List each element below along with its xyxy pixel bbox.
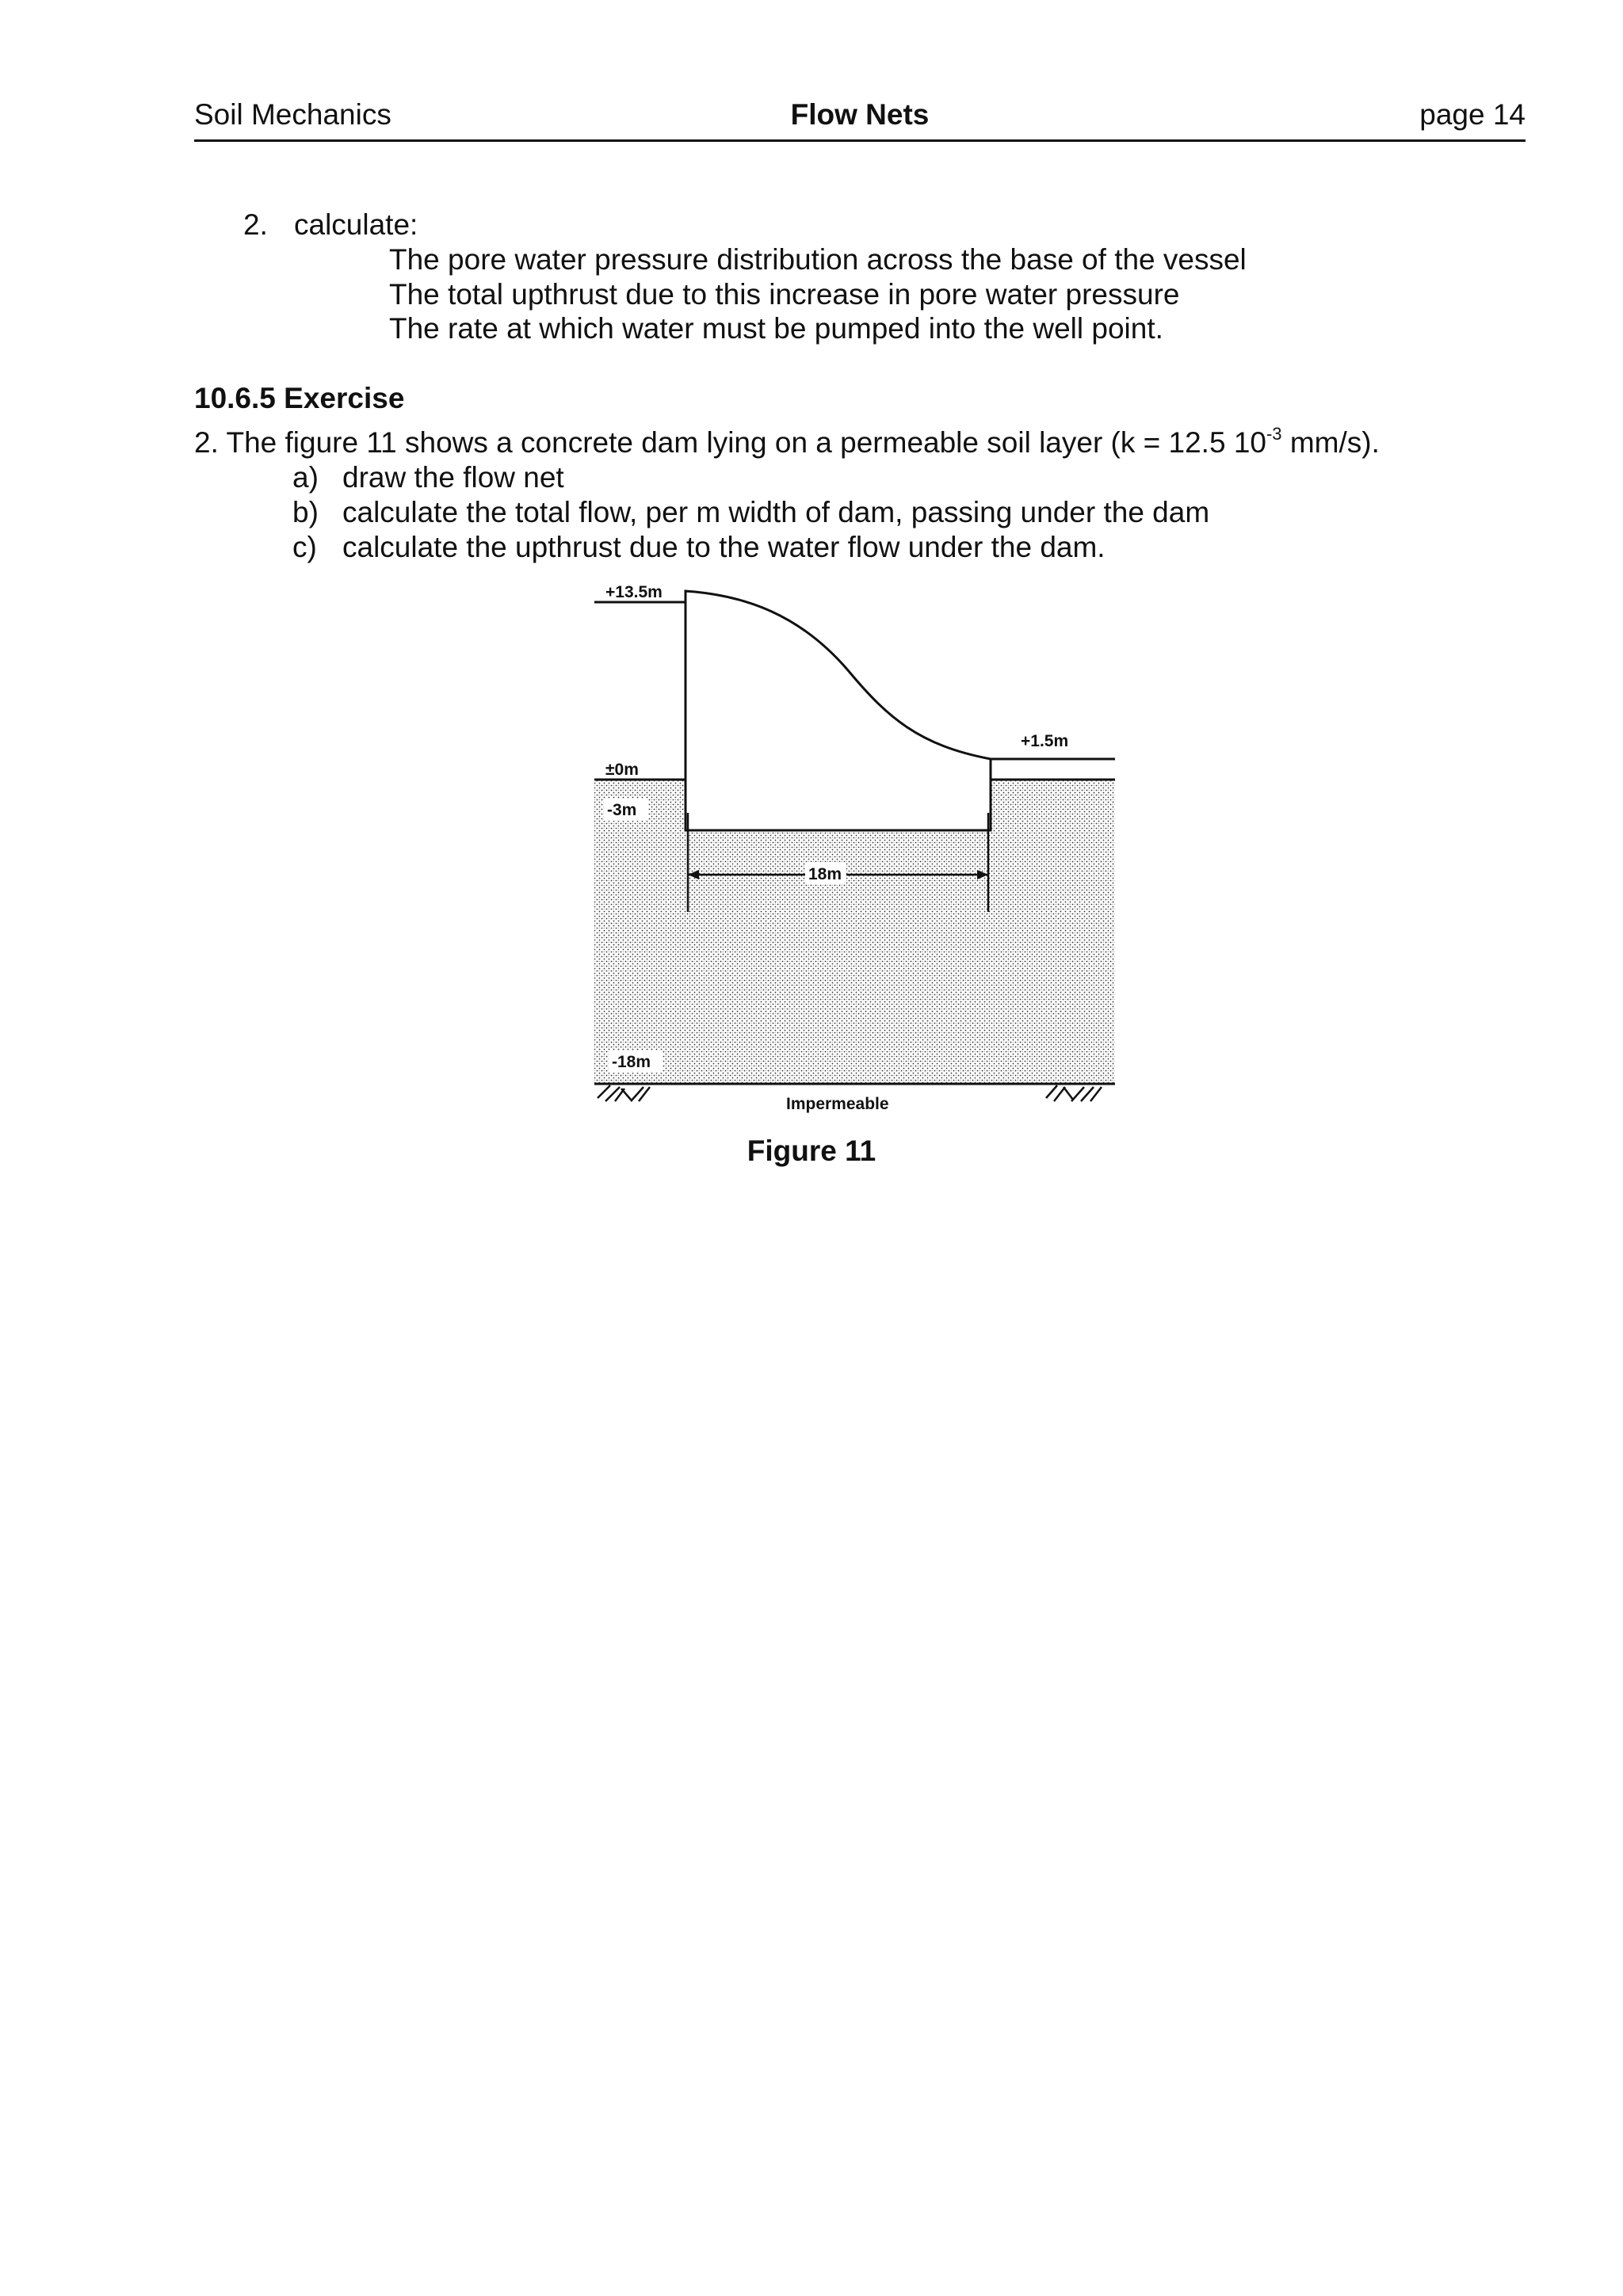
- dam-diagram: [586, 575, 1125, 1122]
- page-header: [194, 98, 1526, 142]
- impermeable-label: Impermeable: [786, 1095, 889, 1113]
- subitem-c-letter: c): [292, 531, 317, 563]
- subitem-b-text: calculate the total flow, per m width of dam, passing under the dam: [342, 496, 1210, 528]
- layer-bottom-label: -18m: [612, 1053, 651, 1071]
- header-course-title: Soil Mechanics: [194, 98, 391, 131]
- subitem-a-text: draw the flow net: [342, 461, 564, 494]
- header-chapter-title: Flow Nets: [790, 98, 930, 131]
- calculate-line-3: The rate at which water must be pumped into the well point.: [389, 312, 1163, 345]
- dam-figure: [586, 575, 1125, 1122]
- subitem-c-text: calculate the upthrust due to the water flow under the dam.: [342, 531, 1106, 563]
- exercise-intro-units: mm/s).: [1281, 426, 1380, 459]
- section-heading: 10.6.5 Exercise: [194, 382, 405, 414]
- exercise-intro: [194, 425, 1380, 460]
- exercise-intro-exponent: -3: [1266, 424, 1282, 444]
- subitem-b-letter: b): [292, 496, 319, 528]
- item-label: calculate:: [294, 208, 418, 241]
- dam-width-label: 18m: [808, 865, 842, 883]
- impermeable-hatch-left: [598, 1085, 650, 1101]
- exercise-intro-text: 2. The figure 11 shows a concrete dam lying on a permeable soil layer (k = 12.5 10: [194, 426, 1266, 459]
- calculate-line-1: The pore water pressure distribution across the base of the vessel: [389, 243, 1247, 276]
- header-page-number: page 14: [1419, 98, 1526, 131]
- ground-level-label: ±0m: [605, 761, 639, 779]
- calculate-line-2: The total upthrust due to this increase in pore water pressure: [389, 278, 1180, 311]
- base-level-label: -3m: [607, 801, 637, 819]
- upstream-level-label: +13.5m: [605, 583, 663, 601]
- item-number: 2.: [243, 208, 268, 241]
- concrete-dam: [685, 591, 991, 830]
- downstream-level-label: +1.5m: [1021, 732, 1069, 750]
- subitem-a-letter: a): [292, 461, 319, 494]
- figure-caption: Figure 11: [747, 1135, 876, 1167]
- impermeable-hatch-right: [1046, 1085, 1102, 1101]
